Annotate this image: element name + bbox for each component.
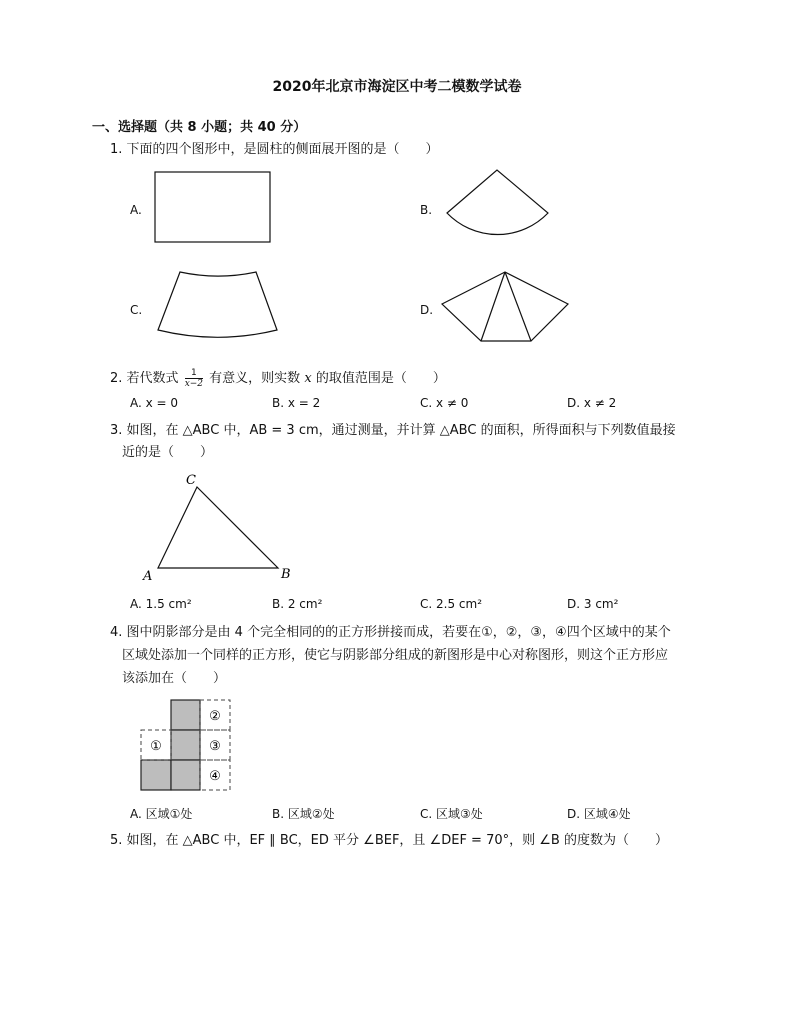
q3-stem-line2: 近的是（ ） bbox=[122, 445, 214, 460]
q2-frac-num: 1 bbox=[185, 368, 203, 379]
q3-stem-line1: 3. 如图，在 △ABC 中，AB = 3 cm，通过测量，并计算 △ABC 的面积，所得面积与下列数值最接 bbox=[110, 423, 676, 438]
q1-figures bbox=[0, 0, 794, 360]
q4-stem-line2: 区域处添加一个同样的正方形，使它与阴影部分组成的新图形是中心对称图形，则这个正方形应 bbox=[122, 648, 669, 663]
region-4-label: ④ bbox=[209, 769, 221, 784]
q4-stem-line3: 该添加在（ ） bbox=[122, 671, 227, 686]
q1-label-d: D. bbox=[420, 303, 434, 317]
vertex-a-label: A bbox=[143, 569, 153, 584]
q2-option-c: C. x ≠ 0 bbox=[420, 396, 469, 410]
annular-sector-figure bbox=[158, 272, 277, 337]
region-3-label: ③ bbox=[209, 739, 221, 754]
q2-option-b: B. x = 2 bbox=[272, 396, 321, 410]
q1-label-a: A. bbox=[130, 203, 142, 217]
q1-stem: 1. 下面的四个图形中，是圆柱的侧面展开图的是（ ） bbox=[110, 142, 439, 157]
q4-option-d: D. 区域④处 bbox=[567, 807, 631, 821]
q3-option-c: C. 2.5 cm² bbox=[420, 597, 483, 611]
q4-stem-line1: 4. 图中阴影部分是由 4 个完全相同的的正方形拼接而成，若要在①，②，③，④四个区域中的某个 bbox=[110, 625, 671, 640]
q2-option-a: A. x = 0 bbox=[130, 396, 179, 410]
rectangle-figure bbox=[155, 172, 270, 242]
q2-fraction bbox=[185, 368, 203, 389]
triangle-abc bbox=[158, 487, 278, 568]
q2-option-d: D. x ≠ 2 bbox=[567, 396, 617, 410]
q2-stem bbox=[110, 368, 446, 390]
q4-option-a: A. 区域①处 bbox=[130, 807, 193, 821]
section-heading: 一、选择题（共 8 小题；共 40 分） bbox=[92, 120, 307, 135]
q2-suffix-b: 的取值范围是（ ） bbox=[315, 371, 446, 386]
page-title: 2020年北京市海淀区中考二模数学试卷 bbox=[272, 79, 522, 95]
q3-option-a: A. 1.5 cm² bbox=[130, 597, 192, 611]
q4-option-b: B. 区域②处 bbox=[272, 807, 335, 821]
triangles-figure bbox=[442, 272, 568, 341]
q4-grid-figure bbox=[0, 690, 794, 800]
q3-option-d: D. 3 cm² bbox=[567, 597, 619, 611]
sector-figure bbox=[447, 170, 548, 235]
q3-triangle-figure bbox=[0, 460, 794, 590]
q1-label-c: C. bbox=[130, 303, 143, 317]
q2-suffix-a: 有意义，则实数 bbox=[209, 371, 301, 386]
q3-option-b: B. 2 cm² bbox=[272, 597, 323, 611]
q4-option-c: C. 区域③处 bbox=[420, 807, 483, 821]
q2-var: x bbox=[304, 371, 312, 386]
q2-prefix: 2. 若代数式 bbox=[110, 371, 179, 386]
vertex-c-label: C bbox=[186, 473, 196, 488]
q1-label-b: B. bbox=[420, 203, 433, 217]
vertex-b-label: B bbox=[281, 567, 291, 582]
region-1-label: ① bbox=[150, 739, 162, 754]
q5-stem: 5. 如图，在 △ABC 中，EF ∥ BC，ED 平分 ∠BEF，且 ∠DEF = 70°，则 ∠B 的度数为（ ） bbox=[110, 833, 668, 848]
q2-frac-den: x−2 bbox=[184, 379, 204, 389]
region-2-label: ② bbox=[209, 709, 221, 724]
